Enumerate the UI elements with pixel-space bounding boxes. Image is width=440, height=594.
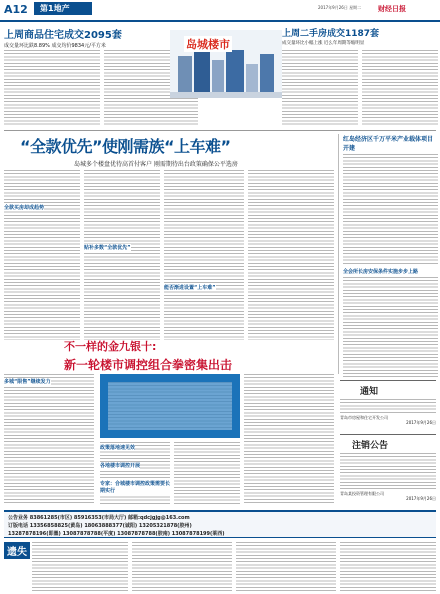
left-top-subhead: 成交量环比跌8.89% 成交均价9834元/平方米	[4, 43, 106, 49]
notice-body	[340, 399, 436, 415]
right-top-body	[282, 50, 358, 126]
second-body-col1	[4, 374, 94, 504]
ad-contact-line3: 13287878196(即墨) 13087878788(平度) 13087878788(胶南) 13087878199(莱西)	[8, 531, 225, 537]
main-subhead-3: 能否渐进设置“上车难”	[164, 285, 216, 291]
second-image	[100, 374, 240, 438]
cancel-notice-body	[340, 453, 436, 491]
classifieds-title: 遗失	[4, 542, 30, 559]
ad-contact-line2: 订版电话 13356858825(黄岛) 18063888377(诚阳) 13205321878(胶州)	[8, 523, 192, 529]
main-body-col2	[84, 170, 160, 340]
sidebar-headline: 红岛经济区千万平米产业载体项目开建	[343, 136, 434, 152]
sidebar	[338, 134, 438, 374]
second-subhead-2: 政策落地速见效	[100, 445, 136, 451]
main-headline: “全款优先”使刚需族“上车难”	[20, 137, 231, 156]
main-subhead-1: 全款买房却成趋势	[4, 205, 45, 211]
second-headline-2: 新一轮楼市调控组合拳密集出击	[64, 358, 233, 372]
classifieds-col1	[32, 542, 128, 592]
notice-issuer: 青岛市房屋和住宅开发公司	[340, 415, 388, 420]
classifieds-col3	[236, 542, 336, 592]
second-subhead-3: 各地楼市调控开展	[100, 463, 141, 469]
main-body-col3	[164, 170, 244, 340]
cancel-notice-title: 注销公告	[352, 441, 389, 451]
sidebar-body	[343, 154, 438, 264]
left-top-body	[4, 50, 100, 126]
right-top-headline: 上周二手房成交1187套	[282, 29, 380, 39]
main-subhead-2: 贴补多数“全款优先”	[84, 245, 131, 251]
classifieds-col4	[340, 542, 436, 592]
page-number: A12	[4, 3, 28, 16]
second-subhead-1: 多城“限售”继续发力	[4, 379, 51, 385]
ad-contact-line1: 公告业务 83861285(市区) 85916353(市局大厅) 邮箱:qdcjgjg@163.com	[8, 515, 190, 521]
notice-date: 2017年9月26日	[406, 420, 436, 425]
notice-title: 通知	[360, 387, 379, 397]
divider	[4, 130, 436, 131]
sidebar-subhead: 全会所长房安保条件实施步步上路	[343, 269, 419, 275]
issue-date: 2017年9月26日 星期二	[318, 5, 362, 10]
classifieds-col2	[132, 542, 232, 592]
second-body-col4	[244, 374, 334, 504]
right-top-subhead: 成交量环比小幅上涨 近么年周期等缩明显	[282, 41, 365, 46]
left-top-story	[4, 26, 198, 126]
section-title: 第1地产	[40, 4, 70, 13]
graphic-title: 岛城楼市	[186, 38, 230, 51]
classifieds	[4, 542, 436, 592]
sidebar-body-2	[343, 277, 438, 377]
masthead	[0, 0, 440, 22]
second-headline-1: 不一样的金九银十:	[64, 340, 157, 353]
market-graphic	[170, 30, 282, 98]
second-subhead-4: 专家：合城楼市调控政策需要长期实行	[100, 481, 171, 494]
second-body-col2	[100, 442, 170, 504]
right-top-body-col2	[362, 50, 438, 126]
left-top-headline: 上周商品住宅成交2095套	[4, 30, 122, 41]
cancel-notice-company: 青岛某投资管理有限公司	[340, 491, 384, 496]
second-story	[4, 338, 334, 508]
main-body-col4	[248, 170, 334, 340]
cancel-notice-date: 2017年9月26日	[406, 496, 436, 501]
paper-name: 财经日报	[378, 5, 406, 13]
main-story	[4, 134, 334, 334]
notice-block	[340, 380, 436, 430]
main-body-col1	[4, 170, 80, 340]
right-top-story	[282, 26, 438, 126]
main-subhead: 岛城多个楼盘优待高首付客户 刚需期待出台政策确保公平选房	[74, 161, 238, 168]
second-body-col3	[174, 442, 240, 504]
ad-contact-bar	[4, 510, 436, 538]
cancel-notice-block	[340, 434, 436, 506]
